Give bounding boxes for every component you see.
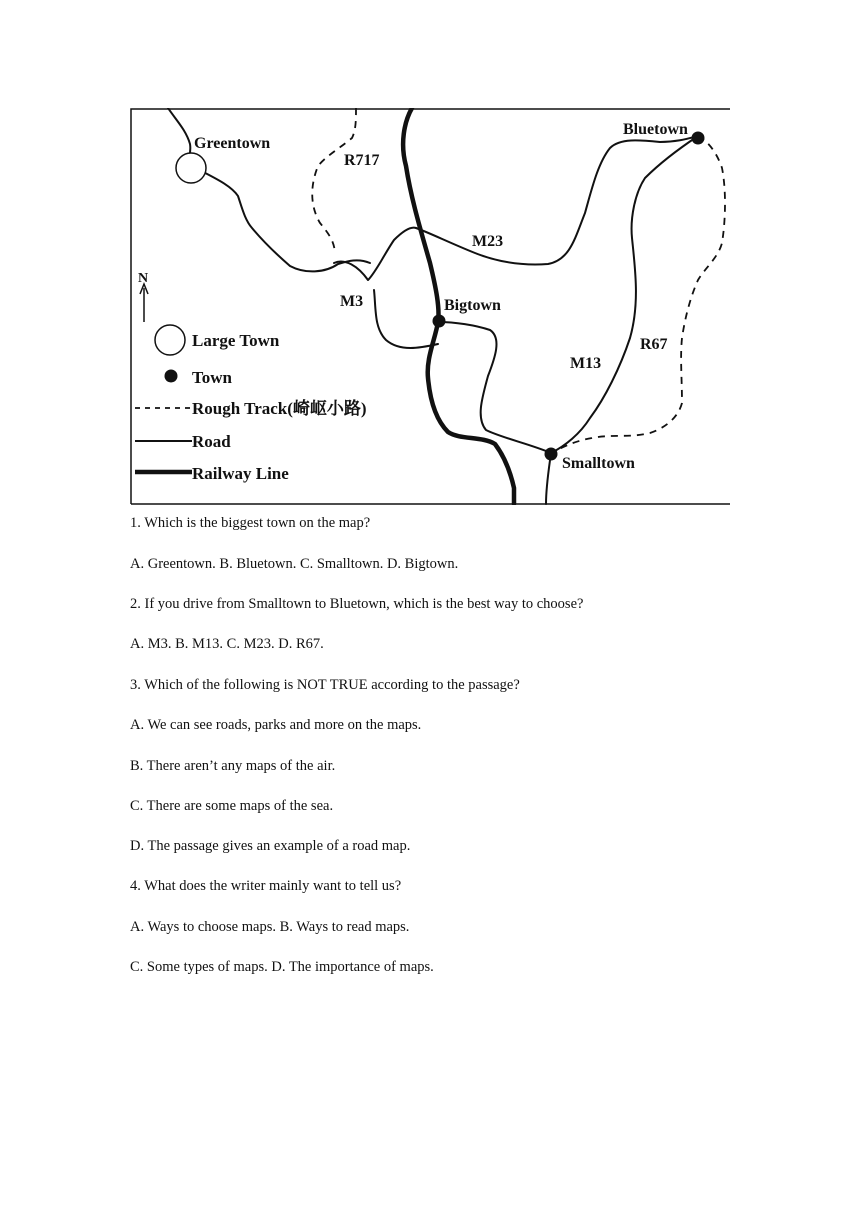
r67-label: R67 bbox=[640, 336, 668, 353]
question-4: 4. What does the writer mainly want to tell us? bbox=[130, 878, 402, 894]
track-r67 bbox=[551, 136, 725, 453]
greentown-marker bbox=[176, 153, 206, 183]
smalltown-marker bbox=[545, 448, 558, 461]
question-2: 2. If you drive from Smalltown to Bluetown, which is the best way to choose? bbox=[130, 596, 584, 612]
road-m23 bbox=[416, 136, 698, 264]
legend-large-town-icon bbox=[155, 325, 185, 355]
question-3-option-a: A. We can see roads, parks and more on the maps. bbox=[130, 717, 422, 733]
road-south bbox=[546, 453, 551, 504]
legend-town-icon bbox=[165, 370, 178, 383]
m23-label: M23 bbox=[472, 233, 504, 250]
bigtown-label: Bigtown bbox=[444, 297, 501, 314]
legend-town-label: Town bbox=[192, 368, 233, 387]
greentown-label: Greentown bbox=[194, 135, 271, 152]
road-m3 bbox=[334, 228, 438, 348]
question-4-options-cd: C. Some types of maps. D. The importance of maps. bbox=[130, 959, 434, 975]
legend-road-label: Road bbox=[192, 432, 231, 451]
question-1: 1. Which is the biggest town on the map? bbox=[130, 515, 371, 531]
m3-label: M3 bbox=[340, 293, 364, 310]
bluetown-label: Bluetown bbox=[623, 121, 688, 138]
question-4-options-ab: A. Ways to choose maps. B. Ways to read maps. bbox=[130, 919, 410, 935]
question-2-options: A. M3. B. M13. C. M23. D. R67. bbox=[130, 636, 324, 652]
smalltown-label: Smalltown bbox=[562, 455, 635, 472]
legend-large-town-label: Large Town bbox=[192, 331, 280, 350]
question-3: 3. Which of the following is NOT TRUE according to the passage? bbox=[130, 677, 520, 693]
bigtown-marker bbox=[433, 315, 446, 328]
question-3-option-c: C. There are some maps of the sea. bbox=[130, 798, 334, 814]
legend-rough-track-label: Rough Track(崎岖小路) bbox=[192, 399, 367, 418]
m13-label: M13 bbox=[570, 355, 602, 372]
question-3-option-b: B. There aren’t any maps of the air. bbox=[130, 758, 336, 774]
road-m13 bbox=[551, 136, 698, 453]
north-label: N bbox=[138, 271, 149, 286]
bluetown-marker bbox=[692, 132, 705, 145]
greentown-road bbox=[168, 108, 370, 271]
track-r717 bbox=[312, 108, 356, 253]
north-arrow-icon bbox=[140, 284, 148, 322]
r717-label: R717 bbox=[344, 152, 380, 169]
legend-railway-label: Railway Line bbox=[192, 464, 289, 483]
question-1-options: A. Greentown. B. Bluetown. C. Smalltown. D. Bigtown. bbox=[130, 556, 459, 572]
question-3-option-d: D. The passage gives an example of a road map. bbox=[130, 838, 411, 854]
road-map bbox=[130, 108, 730, 505]
